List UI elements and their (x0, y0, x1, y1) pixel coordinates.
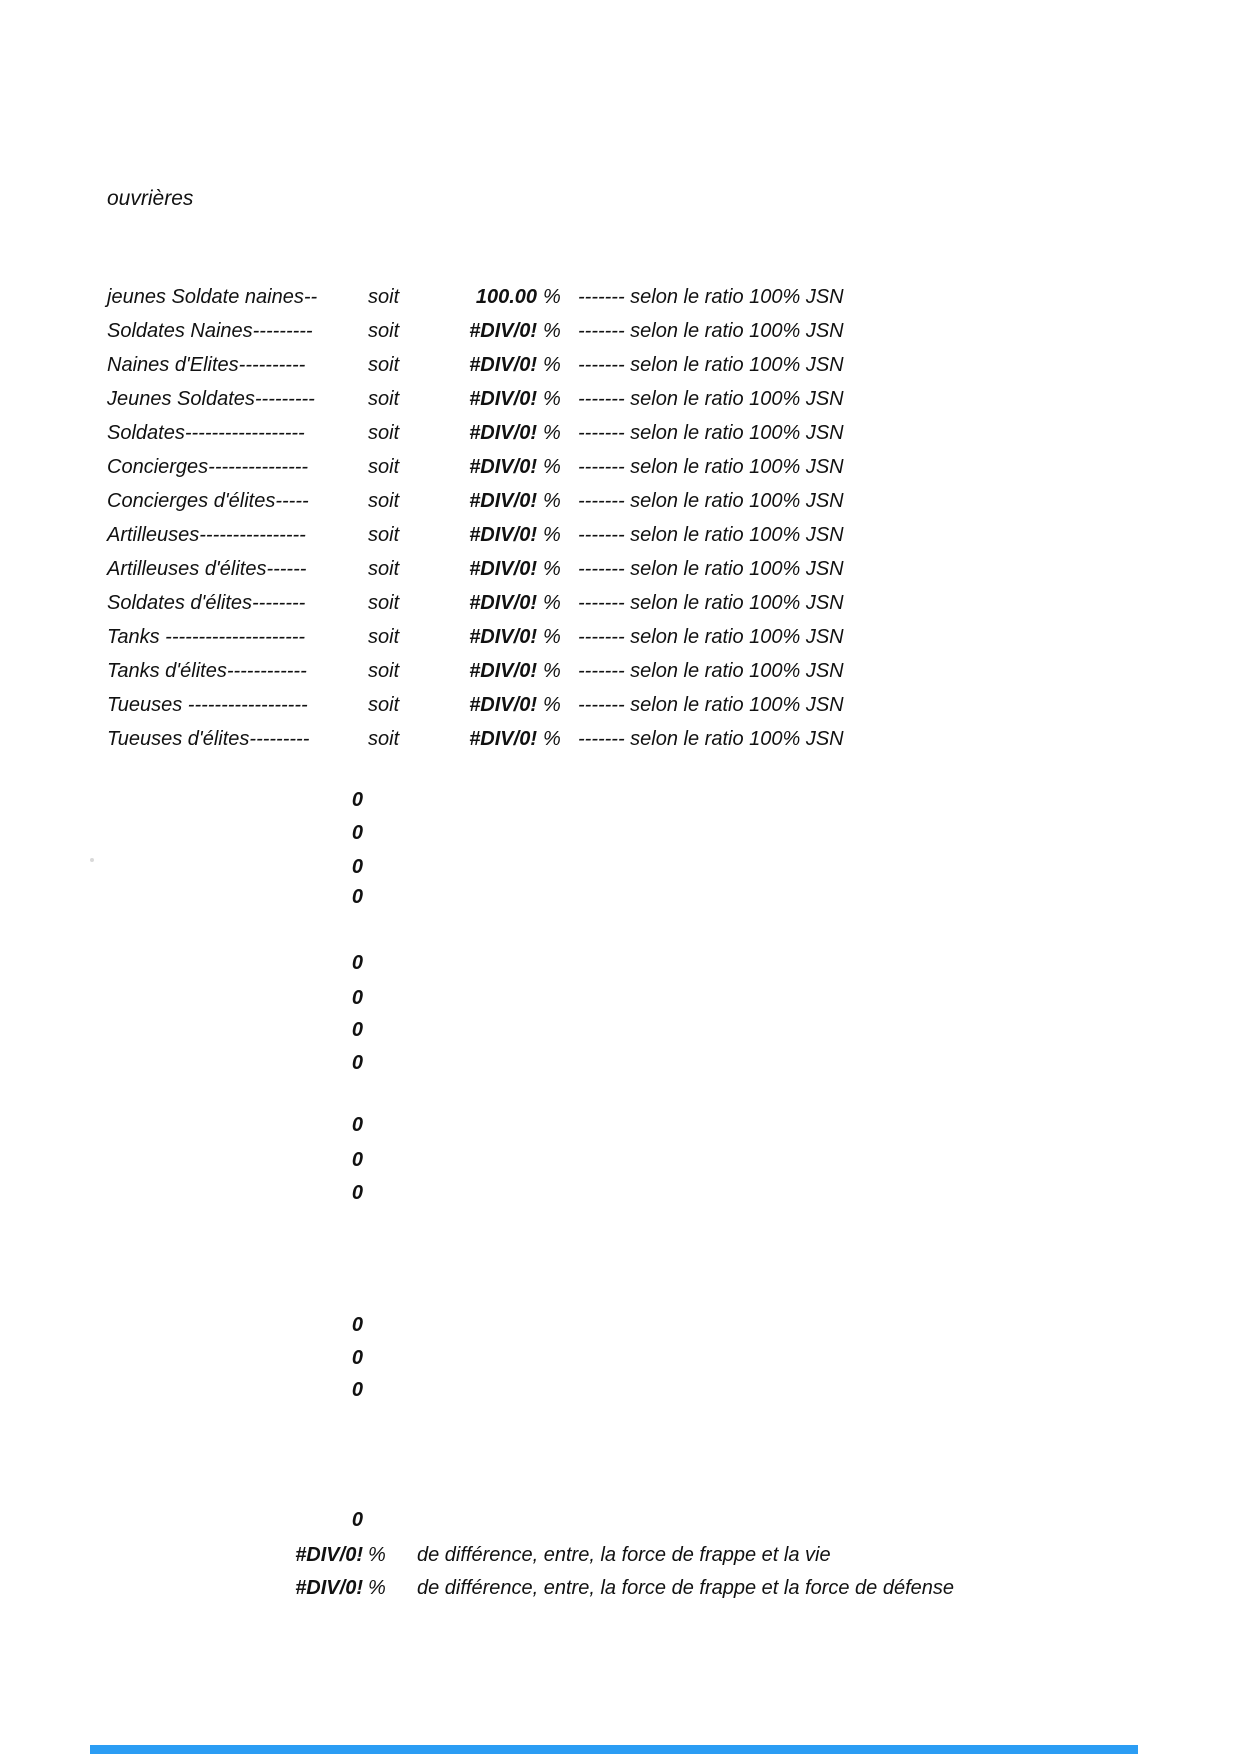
percent-sign: % (543, 660, 561, 682)
table-row (0, 314, 1241, 348)
percent-sign: % (543, 422, 561, 444)
unit-name: Concierges d'élites----- (107, 490, 309, 512)
table-row (0, 586, 1241, 620)
units-ratio-table (0, 280, 1241, 756)
header-label: ouvrières (107, 187, 194, 210)
percent-sign: % (543, 354, 561, 376)
summary-line (0, 1573, 1241, 1603)
percent-sign: % (543, 456, 561, 478)
percent-sign: % (543, 286, 561, 308)
ratio-value: #DIV/0! (469, 558, 537, 580)
table-row (0, 722, 1241, 756)
summary-value: #DIV/0! (295, 1544, 363, 1566)
ratio-value: #DIV/0! (469, 728, 537, 750)
zero-value: 0 (351, 952, 363, 974)
percent-sign: % (543, 592, 561, 614)
soit-label: soit (368, 694, 400, 716)
summary-line (0, 1540, 1241, 1570)
unit-name: Tanks d'élites------------ (107, 660, 307, 682)
soit-label: soit (368, 388, 400, 410)
ratio-note: ------- selon le ratio 100% JSN (578, 524, 844, 546)
unit-name: Artilleuses---------------- (107, 524, 306, 546)
ratio-note: ------- selon le ratio 100% JSN (578, 660, 844, 682)
table-row (0, 416, 1241, 450)
ratio-note: ------- selon le ratio 100% JSN (578, 558, 844, 580)
soit-label: soit (368, 558, 400, 580)
zero-value: 0 (351, 987, 363, 1009)
table-row (0, 518, 1241, 552)
ratio-note: ------- selon le ratio 100% JSN (578, 422, 844, 444)
soit-label: soit (368, 354, 400, 376)
table-row (0, 348, 1241, 382)
ratio-value: #DIV/0! (469, 660, 537, 682)
ratio-value: #DIV/0! (469, 354, 537, 376)
zero-value: 0 (351, 886, 363, 908)
zero-value: 0 (351, 1182, 363, 1204)
soit-label: soit (368, 456, 400, 478)
ratio-value: #DIV/0! (469, 592, 537, 614)
soit-label: soit (368, 490, 400, 512)
ratio-value: #DIV/0! (469, 320, 537, 342)
soit-label: soit (368, 660, 400, 682)
unit-name: Tanks --------------------- (107, 626, 306, 648)
ratio-value: #DIV/0! (469, 694, 537, 716)
percent-sign: % (543, 728, 561, 750)
ratio-note: ------- selon le ratio 100% JSN (578, 626, 844, 648)
table-row (0, 450, 1241, 484)
unit-name: Concierges--------------- (107, 456, 309, 478)
soit-label: soit (368, 422, 400, 444)
unit-name: Tueuses d'élites--------- (107, 728, 310, 750)
percent-sign: % (543, 558, 561, 580)
zero-value: 0 (351, 1314, 363, 1336)
ratio-note: ------- selon le ratio 100% JSN (578, 320, 844, 342)
bottom-blue-bar (90, 1745, 1138, 1754)
zero-value: 0 (351, 1347, 363, 1369)
ratio-value: #DIV/0! (469, 388, 537, 410)
unit-name: Soldates Naines--------- (107, 320, 313, 342)
summary-value: #DIV/0! (295, 1577, 363, 1599)
percent-sign: % (543, 490, 561, 512)
soit-label: soit (368, 524, 400, 546)
unit-name: Soldates d'élites-------- (107, 592, 306, 614)
unit-name: Soldates------------------ (107, 422, 305, 444)
percent-sign: % (543, 694, 561, 716)
percent-sign: % (368, 1544, 386, 1566)
unit-name: jeunes Soldate naines-- (107, 286, 318, 308)
zero-value: 0 (351, 1379, 363, 1401)
ratio-note: ------- selon le ratio 100% JSN (578, 354, 844, 376)
ratio-value: #DIV/0! (469, 524, 537, 546)
zero-value: 0 (351, 856, 363, 878)
zero-value: 0 (351, 1509, 363, 1531)
unit-name: Naines d'Elites---------- (107, 354, 306, 376)
table-row (0, 654, 1241, 688)
ratio-value: #DIV/0! (469, 626, 537, 648)
summary-text: de différence, entre, la force de frappe et la vie (417, 1544, 831, 1566)
percent-sign: % (543, 524, 561, 546)
ratio-value: #DIV/0! (469, 490, 537, 512)
zero-value: 0 (351, 1114, 363, 1136)
ratio-value: #DIV/0! (469, 422, 537, 444)
zero-value: 0 (351, 789, 363, 811)
ratio-note: ------- selon le ratio 100% JSN (578, 456, 844, 478)
soit-label: soit (368, 626, 400, 648)
soit-label: soit (368, 320, 400, 342)
zero-value: 0 (351, 1019, 363, 1041)
unit-name: Tueuses ------------------ (107, 694, 308, 716)
ratio-value: 100.00 (475, 286, 537, 308)
page-speck (90, 858, 94, 862)
ratio-note: ------- selon le ratio 100% JSN (578, 728, 844, 750)
table-row (0, 280, 1241, 314)
zero-value: 0 (351, 1149, 363, 1171)
ratio-note: ------- selon le ratio 100% JSN (578, 694, 844, 716)
zero-value: 0 (351, 1052, 363, 1074)
ratio-note: ------- selon le ratio 100% JSN (578, 286, 844, 308)
ratio-note: ------- selon le ratio 100% JSN (578, 592, 844, 614)
percent-sign: % (543, 388, 561, 410)
percent-sign: % (543, 320, 561, 342)
table-row (0, 552, 1241, 586)
zero-value: 0 (351, 822, 363, 844)
ratio-note: ------- selon le ratio 100% JSN (578, 490, 844, 512)
ratio-value: #DIV/0! (469, 456, 537, 478)
unit-name: Jeunes Soldates--------- (107, 388, 315, 410)
soit-label: soit (368, 728, 400, 750)
percent-sign: % (543, 626, 561, 648)
table-row (0, 382, 1241, 416)
table-row (0, 688, 1241, 722)
soit-label: soit (368, 592, 400, 614)
percent-sign: % (368, 1577, 386, 1599)
table-row (0, 620, 1241, 654)
soit-label: soit (368, 286, 400, 308)
ratio-note: ------- selon le ratio 100% JSN (578, 388, 844, 410)
summary-text: de différence, entre, la force de frappe et la force de défense (417, 1577, 955, 1599)
unit-name: Artilleuses d'élites------ (107, 558, 307, 580)
table-row (0, 484, 1241, 518)
